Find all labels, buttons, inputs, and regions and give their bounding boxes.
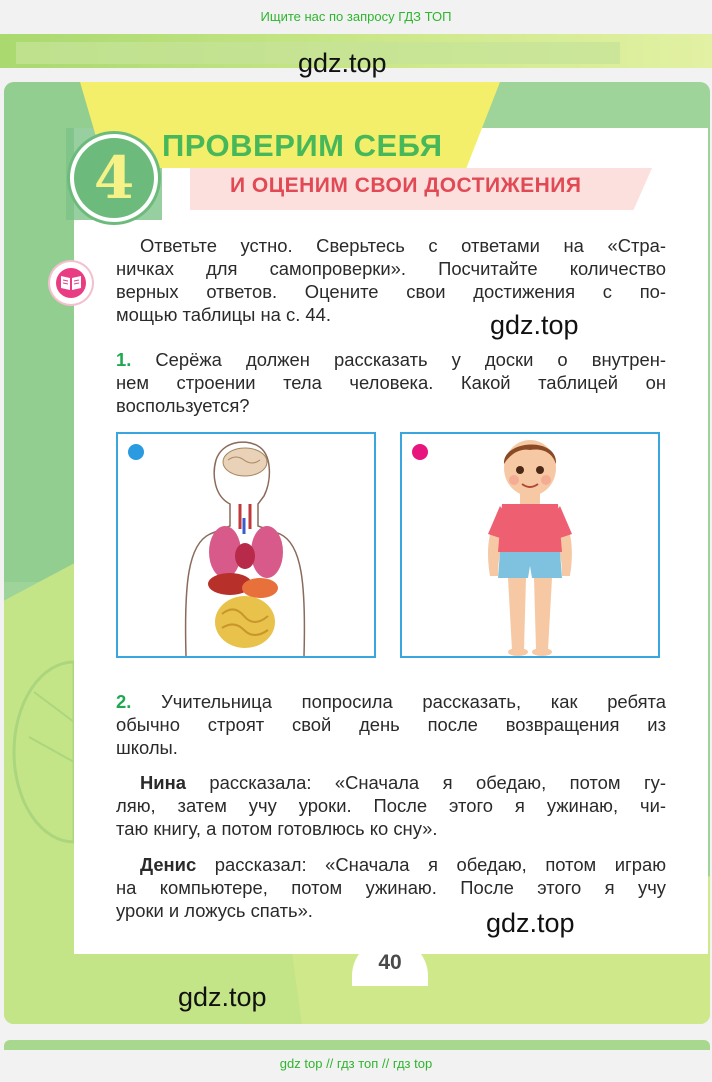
denis-first-line [116,853,666,876]
section-number: 4 [70,134,158,222]
question-1 [116,348,666,417]
question-1-first-line [116,348,666,371]
intro-line: мощью таблицы на с. 44. [116,304,331,325]
question-2-number: 2. [116,691,132,712]
denis-name: Денис [140,854,197,875]
boy-illustration-icon [402,434,658,656]
question-2 [116,690,666,759]
nina-first-line [116,771,666,794]
watermark: gdz.top [298,48,387,78]
intro-line: Ответьте устно. Сверьтесь с ответами на «Стра- [140,235,666,256]
nina-name: Нина [140,772,186,793]
page-number: 40 [352,938,428,986]
question-1-text: Серёжа должен рассказать у доски о внутрен- [155,349,666,370]
intro-line: верных ответов. Оцените свои достижения с по- [116,281,666,302]
anatomy-illustration-icon [118,434,374,656]
nina-text: рассказала: «Сначала я обедаю, потом гу- [209,772,666,793]
question-2-text: Учительница попросила рассказать, как ребята [161,691,666,712]
open-book-icon [60,275,82,291]
bottom-link[interactable]: гдз top [392,1056,433,1071]
question-1-number: 1. [116,349,132,370]
intro-text [116,234,666,326]
bottom-link[interactable]: gdz top [279,1056,323,1071]
internal-organs-table[interactable] [116,432,376,658]
nina-answer [116,771,666,840]
top-search-link[interactable]: Ищите нас по запросу ГДЗ ТОП [260,9,452,24]
bottom-separator: // [381,1056,390,1071]
next-page-strip [4,1040,710,1050]
nina-line: таю книгу, а потом готовлюсь ко сну». [116,818,438,839]
bottom-link[interactable]: гдз топ [336,1056,379,1071]
page-subtitle: И ОЦЕНИМ СВОИ ДОСТИЖЕНИЯ [230,174,582,197]
question-1-line: нем строении тела человека. Какой таблицей он [116,372,666,393]
pink-marker-dot [412,444,428,460]
boy-appearance-table[interactable] [400,432,660,658]
watermark: gdz.top [178,982,267,1012]
denis-text: рассказал: «Сначала я обедаю, потом играю [214,854,666,875]
bottom-separator: // [326,1056,334,1071]
denis-line: уроки и ложусь спать». [116,900,313,921]
question-2-line: обычно строят свой день после возвращения из [116,714,666,735]
watermark: gdz.top [490,310,579,340]
page-title: ПРОВЕРИМ СЕБЯ [162,128,443,163]
blue-marker-dot [128,444,144,460]
nina-line: ляю, затем учу уроки. После этого я ужинаю, чи- [116,795,666,816]
question-2-line: школы. [116,737,178,758]
denis-answer [116,853,666,922]
question-2-first-line [116,690,666,713]
book-icon [50,262,92,304]
watermark: gdz.top [486,908,575,938]
denis-line: на компьютере, потом ужинаю. После этого я учу [116,877,666,898]
question-1-line: воспользуется? [116,395,250,416]
intro-line: ничках для самопроверки». Посчитайте количество [116,258,666,279]
bottom-links [0,1053,712,1075]
